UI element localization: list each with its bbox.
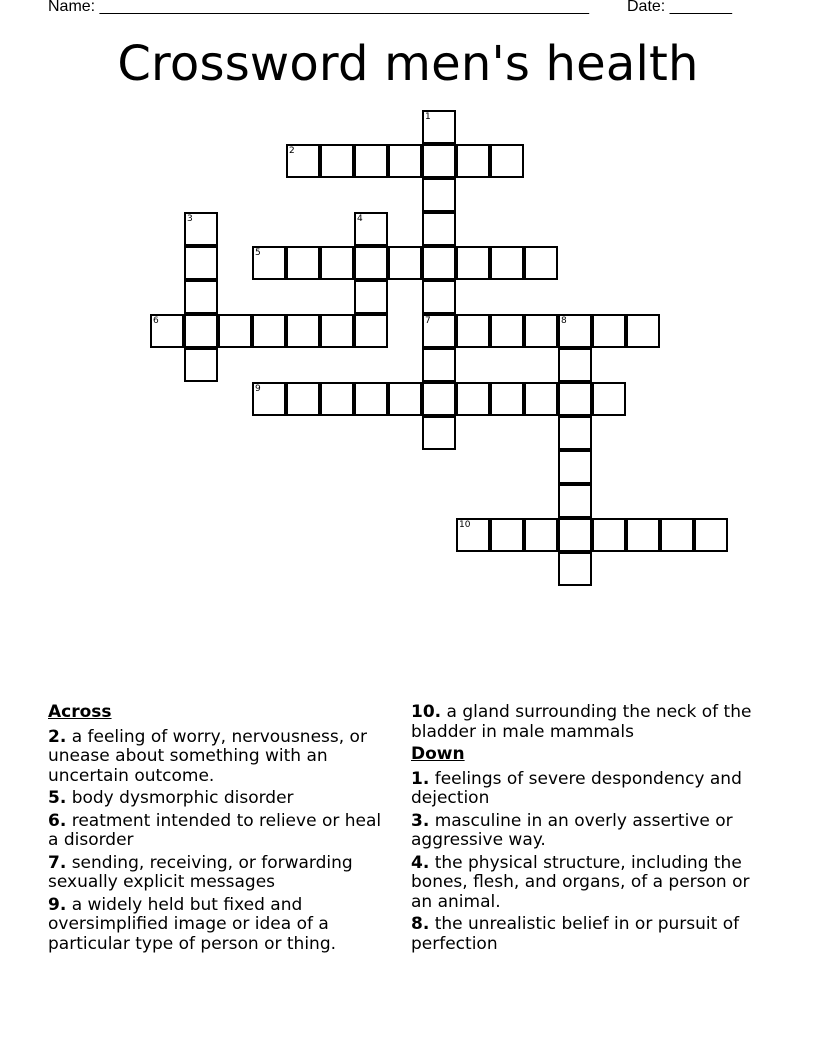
clue-number: 9. [48,894,67,915]
grid-cell[interactable] [354,212,388,246]
clue-text: a widely held but fixed and oversimplified image or idea of a particular type of person or thing. [48,894,337,954]
grid-cell[interactable] [320,314,354,348]
grid-cell[interactable] [558,484,592,518]
grid-cell[interactable] [456,246,490,280]
grid-cell[interactable] [354,246,388,280]
clue-text: the physical structure, including the bones, flesh, and organs, of a person or an animal. [411,852,750,912]
grid-cell[interactable] [286,246,320,280]
cell-number: 5 [255,248,261,258]
clue-number: 3. [411,810,430,831]
grid-cell[interactable] [286,314,320,348]
grid-cell[interactable] [592,314,626,348]
down-clue [411,915,756,954]
grid-cell[interactable] [218,314,252,348]
grid-cell[interactable] [524,314,558,348]
down-clue [411,770,756,809]
cell-number: 6 [153,316,159,326]
clue-text: reatment intended to relieve or heal a disorder [48,810,382,850]
grid-cell[interactable] [422,382,456,416]
grid-cell[interactable] [456,518,490,552]
clue-text: a feeling of worry, nervousness, or unease about something with an uncertain outcome. [48,726,367,786]
down-heading: Down [411,744,465,764]
date-field-label[interactable]: Date: _______ [627,0,732,15]
cell-number: 1 [425,112,431,122]
clue-text: masculine in an overly assertive or aggressive way. [411,810,733,850]
across-heading: Across [48,702,112,722]
page-title: Crossword men's health [117,36,699,92]
grid-cell[interactable] [354,382,388,416]
clue-number: 10. [411,702,442,722]
name-field-label[interactable]: Name: _______________________________________________________ [48,0,589,15]
cell-number: 4 [357,214,363,224]
clue-number: 5. [48,788,67,808]
grid-cell[interactable] [184,212,218,246]
grid-cell[interactable] [422,246,456,280]
grid-cell[interactable] [694,518,728,552]
grid-cell[interactable] [388,382,422,416]
grid-cell[interactable] [456,382,490,416]
grid-cell[interactable] [422,280,456,314]
grid-cell[interactable] [184,246,218,280]
grid-cell[interactable] [558,450,592,484]
across-clue [48,896,393,955]
grid-cell[interactable] [422,110,456,144]
cell-number: 2 [289,146,295,156]
grid-cell[interactable] [286,144,320,178]
grid-cell[interactable] [422,178,456,212]
clue-number: 8. [411,914,430,934]
cell-number: 7 [425,316,431,326]
grid-cell[interactable] [320,382,354,416]
across-clue [48,728,393,787]
clue-number: 6. [48,810,67,831]
grid-cell[interactable] [252,314,286,348]
grid-cell[interactable] [490,518,524,552]
grid-cell[interactable] [354,144,388,178]
grid-cell[interactable] [592,518,626,552]
cell-number: 10 [459,520,471,530]
down-clue [411,812,756,851]
grid-cell[interactable] [286,382,320,416]
cell-number: 8 [561,316,567,326]
cell-number: 3 [187,214,193,224]
grid-cell[interactable] [456,144,490,178]
across-clue [411,703,756,742]
grid-cell[interactable] [184,348,218,382]
grid-cell[interactable] [354,280,388,314]
grid-cell[interactable] [320,246,354,280]
grid-cell[interactable] [626,518,660,552]
grid-cell[interactable] [626,314,660,348]
clue-text: sending, receiving, or forwarding sexually explicit messages [48,852,353,892]
grid-cell[interactable] [660,518,694,552]
clue-text: the unrealistic belief in or pursuit of perfection [411,914,740,954]
grid-cell[interactable] [592,382,626,416]
grid-cell[interactable] [252,382,286,416]
grid-cell[interactable] [558,518,592,552]
grid-cell[interactable] [422,348,456,382]
grid-cell[interactable] [490,246,524,280]
grid-cell[interactable] [422,144,456,178]
grid-cell[interactable] [558,552,592,586]
grid-cell[interactable] [388,246,422,280]
grid-cell[interactable] [422,416,456,450]
across-clue [48,854,393,893]
grid-cell[interactable] [184,280,218,314]
clue-number: 4. [411,852,430,873]
grid-cell[interactable] [456,314,490,348]
down-clue [411,854,756,913]
across-clue [48,812,393,851]
clue-text: feelings of severe despondency and dejection [411,768,742,808]
grid-cell[interactable] [524,246,558,280]
grid-cell[interactable] [558,314,592,348]
grid-cell[interactable] [490,144,524,178]
clue-number: 1. [411,768,430,789]
clue-text: a gland surrounding the neck of the bladder in male mammals [411,702,752,742]
grid-cell[interactable] [320,144,354,178]
grid-cell[interactable] [490,314,524,348]
grid-cell[interactable] [422,314,456,348]
grid-cell[interactable] [150,314,184,348]
clues-left-column [48,703,393,957]
grid-cell[interactable] [490,382,524,416]
grid-cell[interactable] [252,246,286,280]
across-clue [48,789,393,809]
grid-cell[interactable] [354,314,388,348]
grid-cell[interactable] [388,144,422,178]
grid-cell[interactable] [422,212,456,246]
clues-right-column [411,703,756,957]
grid-cell[interactable] [558,382,592,416]
clue-text: body dysmorphic disorder [71,788,294,808]
clue-number: 7. [48,852,67,873]
grid-cell[interactable] [558,348,592,382]
grid-cell[interactable] [524,518,558,552]
grid-cell[interactable] [558,416,592,450]
grid-cell[interactable] [184,314,218,348]
clue-number: 2. [48,726,67,747]
grid-cell[interactable] [524,382,558,416]
cell-number: 9 [255,384,261,394]
